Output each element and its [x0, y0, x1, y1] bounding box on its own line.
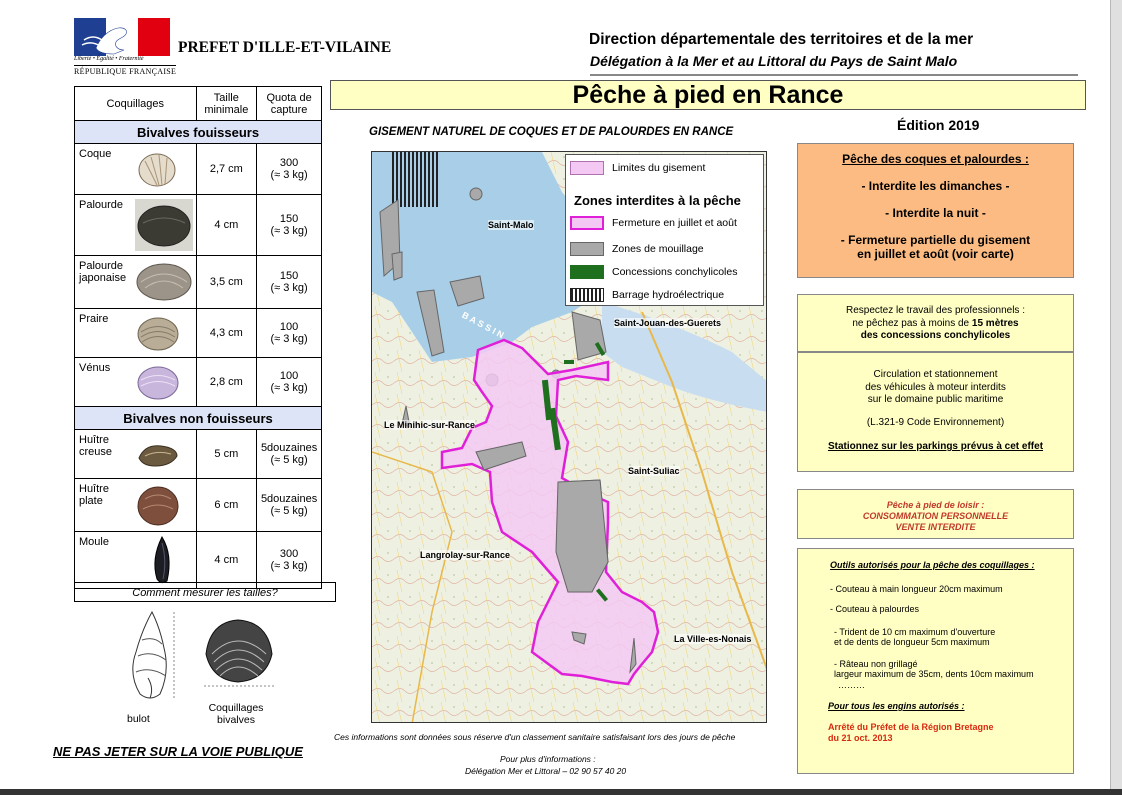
cockle-image — [135, 149, 179, 189]
shell-cell — [75, 430, 197, 479]
size-cell: 4,3 cm — [196, 309, 257, 358]
restriction-summer-detail: en juillet et août (voir carte) — [857, 247, 1014, 261]
japanese-clam-image — [135, 260, 193, 304]
tool-trident-detail: et de dents de longueur 5cm maximum — [834, 637, 990, 647]
shell-cell — [75, 195, 197, 256]
marianne-logo — [74, 18, 170, 56]
section-non-burrowing: Bivalves non fouisseurs — [75, 407, 322, 430]
tools-heading: Outils autorisés pour la pêche des coquillages : — [830, 560, 1035, 570]
page-bottom-edge — [0, 789, 1122, 795]
legend-limits: Limites du gisement — [570, 161, 705, 175]
size-cell: 5 cm — [196, 430, 257, 479]
shell-name: Huître creuse — [79, 434, 113, 458]
no-littering-notice: NE PAS JETER SUR LA VOIE PUBLIQUE — [53, 744, 303, 759]
table-row — [75, 256, 322, 309]
shell-name: Moule — [79, 536, 109, 548]
legend-mooring-swatch — [570, 242, 604, 256]
legend-concessions-swatch — [570, 265, 604, 279]
bulot-label: bulot — [127, 713, 150, 725]
table-row — [75, 532, 322, 589]
cupped-oyster-image — [135, 436, 181, 472]
legend-concessions: Concessions conchylicoles — [570, 265, 737, 279]
sanitary-disclaimer: Ces informations sont données sous réserve d'un classement sanitaire satisfaisant lors des jours de pêche — [334, 732, 736, 742]
shell-cell — [75, 256, 197, 309]
table-row — [75, 309, 322, 358]
shell-name: Coque — [79, 148, 112, 160]
rance-map[interactable] — [371, 151, 767, 723]
size-cell: 3,5 cm — [196, 256, 257, 309]
restrictions-box — [797, 143, 1074, 278]
tool-rake: - Râteau non grillagé — [834, 659, 918, 669]
shell-name: Palourde japonaise — [79, 260, 127, 284]
leisure-line2: CONSOMMATION PERSONNELLE — [862, 511, 1009, 521]
praire-image — [135, 313, 181, 353]
quota-cell: 5douzaines (≈ 5 kg) — [257, 479, 322, 532]
quota-cell: 100 (≈ 3 kg) — [257, 309, 322, 358]
shell-cell — [75, 479, 197, 532]
delegation-title: Délégation à la Mer et au Littoral du Pays de Saint Malo — [590, 53, 958, 69]
logo-republic: RÉPUBLIQUE FRANÇAISE — [74, 67, 177, 76]
tool-clam-knife: - Couteau à palourdes — [830, 604, 920, 614]
size-cell: 4 cm — [196, 195, 257, 256]
shell-cell — [75, 144, 197, 195]
legend-title: Zones interdites à la pêche — [574, 193, 741, 208]
shell-name: Huître plate — [79, 483, 109, 507]
vehicles-line1: Circulation et stationnement — [873, 369, 998, 380]
venus-image — [135, 362, 181, 402]
restriction-sundays: - Interdite les dimanches - — [861, 179, 1010, 193]
shell-cell — [75, 309, 197, 358]
tool-rake-detail: largeur maximum de 35cm, dents 10cm maximum — [834, 669, 1034, 679]
size-cell: 6 cm — [196, 479, 257, 532]
leisure-box — [797, 489, 1074, 539]
map-legend — [565, 154, 764, 306]
leisure-line3: VENTE INTERDITE — [895, 522, 976, 532]
restriction-summer: - Fermeture partielle du gisement — [840, 233, 1031, 247]
quota-cell: 150 (≈ 3 kg) — [257, 195, 322, 256]
clam-image — [135, 199, 193, 251]
header-quota: Quota de capture — [257, 87, 322, 121]
table-row — [75, 358, 322, 407]
bivalves-label: Coquillages bivalves — [208, 702, 264, 726]
legend-dam-swatch — [570, 288, 604, 302]
size-cell: 2,8 cm — [196, 358, 257, 407]
legend-closure: Fermeture en juillet et août — [570, 216, 737, 230]
place-le-minihic: Le Minihic-sur-Rance — [384, 420, 476, 430]
tools-box — [797, 548, 1074, 774]
professionals-box — [797, 294, 1074, 352]
quota-cell: 5douzaines (≈ 5 kg) — [257, 430, 322, 479]
section-burrowing: Bivalves fouisseurs — [75, 121, 322, 144]
mussel-image — [147, 535, 177, 585]
quota-cell: 150 (≈ 3 kg) — [257, 256, 322, 309]
place-saint-suliac: Saint-Suliac — [628, 466, 680, 476]
logo-motto: Liberté • Égalité • Fraternité — [74, 56, 144, 62]
engines-heading: Pour tous les engins autorisés : — [828, 701, 965, 711]
measure-note[interactable]: Comment mesurer les tailles? — [74, 582, 336, 602]
leisure-line1: Pêche à pied de loisir : — [886, 500, 985, 510]
size-cell: 2,7 cm — [196, 144, 257, 195]
quota-cell: 300 (≈ 3 kg) — [257, 144, 322, 195]
table-row — [75, 430, 322, 479]
header-size: Taille minimale — [196, 87, 257, 121]
shell-cell — [75, 358, 197, 407]
flat-oyster-image — [135, 485, 181, 527]
vehicles-line3: sur le domaine public maritime — [867, 394, 1004, 405]
decree-line1: Arrêté du Préfet de la Région Bretagne — [828, 722, 994, 732]
size-cell: 4 cm — [196, 532, 257, 589]
legend-dam: Barrage hydroélectrique — [570, 288, 724, 302]
map-title: GISEMENT NATUREL DE COQUES ET DE PALOURDES EN RANCE — [369, 126, 734, 138]
table-row — [75, 479, 322, 532]
vehicles-line2: des véhicules à moteur interdits — [865, 381, 1006, 393]
header-shell: Coquillages — [75, 87, 197, 121]
whelk-drawing — [120, 608, 182, 706]
place-saint-malo: Saint-Malo — [488, 220, 534, 230]
shell-name: Vénus — [79, 362, 111, 374]
ddtm-title: Direction départementale des territoires et de la mer — [589, 31, 974, 48]
tool-trident: - Trident de 10 cm maximum d'ouverture — [834, 627, 996, 637]
shell-cell — [75, 532, 197, 589]
place-la-ville-es-nonais: La Ville-es-Nonais — [674, 634, 752, 644]
edition-label: Édition 2019 — [897, 117, 980, 133]
bivalve-drawing — [200, 614, 278, 690]
tool-knife: - Couteau à main longueur 20cm maximum — [830, 584, 1003, 594]
shell-name: Praire — [79, 313, 109, 325]
place-langrolay: Langrolay-sur-Rance — [420, 550, 511, 560]
quota-cell: 300 (≈ 3 kg) — [257, 532, 322, 589]
legend-limits-swatch — [570, 161, 604, 175]
contact-phone: Délégation Mer et Littoral – 02 90 57 40 20 — [465, 766, 627, 776]
shell-name: Palourde — [79, 199, 124, 211]
header-divider — [590, 74, 1078, 76]
legend-mooring: Zones de mouillage — [570, 242, 704, 256]
vehicles-code: (L.321-9 Code Environnement) — [866, 416, 1005, 428]
vehicles-box — [797, 352, 1074, 472]
table-row — [75, 144, 322, 195]
parking-notice: Stationnez sur les parkings prévus à cet effet — [827, 441, 1044, 452]
page-title: Pêche à pied en Rance — [330, 80, 1086, 110]
table-row — [75, 195, 322, 256]
prefet-title: PREFET D'ILLE-ET-VILAINE — [178, 39, 392, 56]
shellfish-table — [74, 86, 322, 589]
more-info-label: Pour plus d'informations : — [500, 754, 596, 764]
decree-line2: du 21 oct. 2013 — [828, 733, 893, 743]
place-saint-jouan: Saint-Jouan-des-Guerets — [614, 318, 722, 328]
restrictions-heading: Pêche des coques et palourdes : — [842, 152, 1029, 166]
page-edge — [1110, 0, 1122, 795]
professionals-line1: Respectez le travail des professionnels : — [846, 305, 1025, 316]
legend-closure-swatch — [570, 216, 604, 230]
basin-label: B A S S I N — [460, 309, 506, 341]
professionals-line3: des concessions conchylicoles — [860, 330, 1011, 341]
restriction-night: - Interdite la nuit - — [885, 206, 986, 220]
tool-ellipsis: ……… — [838, 680, 865, 690]
quota-cell: 100 (≈ 3 kg) — [257, 358, 322, 407]
professionals-line2: ne pêchez pas à moins de 15 mètres — [852, 317, 1019, 329]
